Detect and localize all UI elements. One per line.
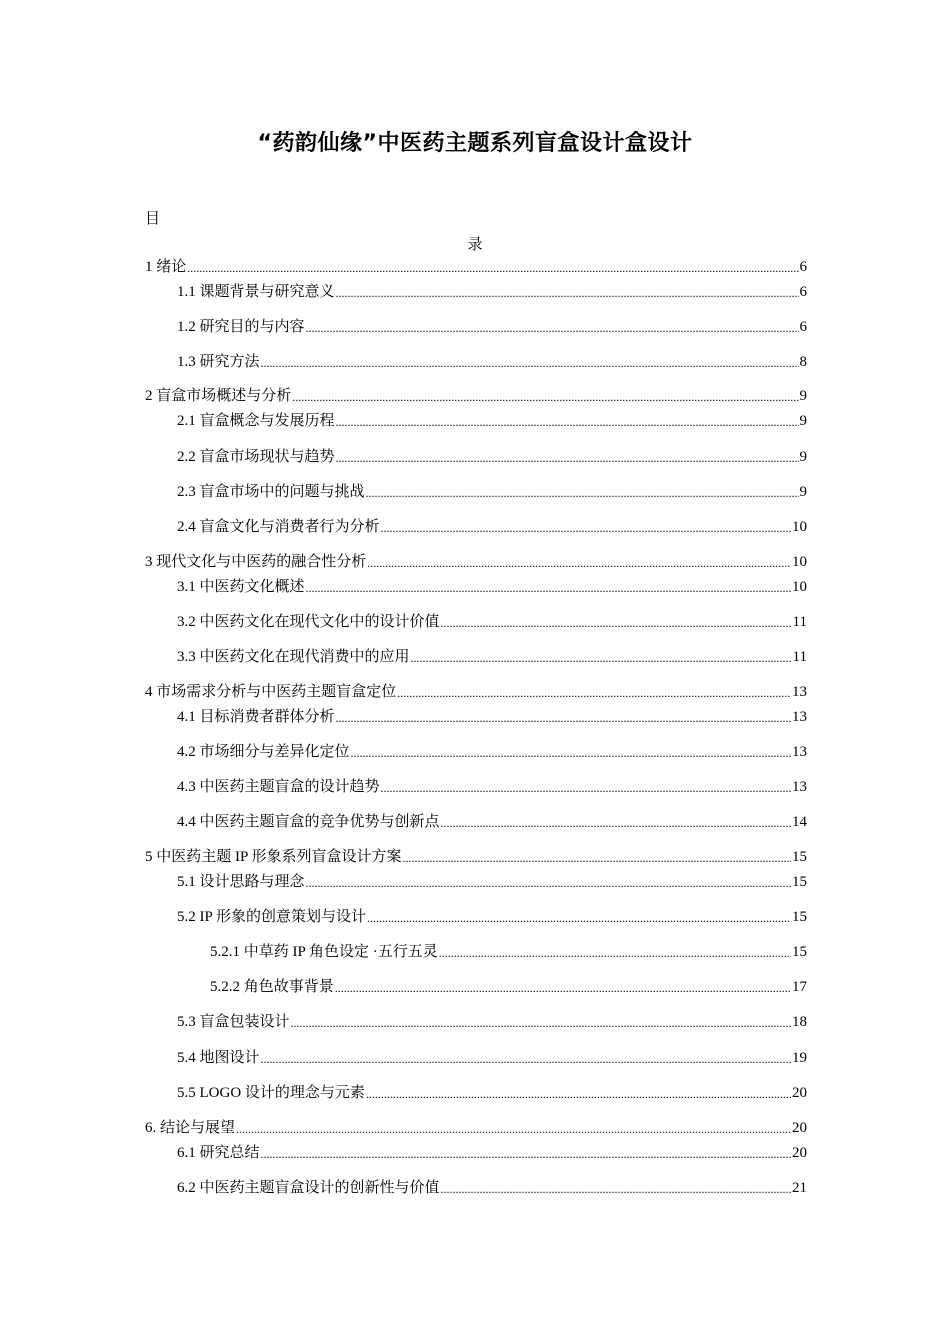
toc-entry-label: 5.4 地图设计 [177,1050,260,1066]
toc-entry-level-2[interactable] [177,447,807,467]
toc-entry-level-1[interactable] [145,386,807,406]
toc-entry-level-2[interactable] [177,707,807,727]
toc-entry-label: 3.2 中医药文化在现代文化中的设计价值 [177,614,440,630]
toc-entry-label: 4 市场需求分析与中医药主题盲盒定位 [145,684,397,700]
toc-entry-level-2[interactable] [177,352,807,372]
toc-entry-label: 5.2.2 角色故事背景 [210,979,334,995]
toc-entry-label: 1.3 研究方法 [177,354,260,370]
toc-entry-page: 20 [792,1120,807,1136]
toc-entry-page: 11 [792,649,807,665]
toc-entry-label: 5.2 IP 形象的创意策划与设计 [177,909,367,925]
toc-heading-char-2: 录 [467,237,483,253]
toc-entry-page: 18 [792,1014,807,1030]
toc-entry-level-1[interactable] [145,257,807,277]
toc-entry-label: 1 绪论 [145,259,187,275]
toc-entry-page: 9 [799,388,807,404]
toc-entry-page: 9 [799,449,807,465]
toc-entry-label: 5.1 设计思路与理念 [177,874,305,890]
toc-entry-page: 13 [792,709,807,725]
toc-entry-page: 10 [792,554,807,570]
toc-entry-level-2[interactable] [177,612,807,632]
toc-entry-label: 3 现代文化与中医药的融合性分析 [145,554,367,570]
toc-entry-page: 21 [792,1180,807,1196]
toc-entry-page: 6 [799,319,807,335]
toc-entry-level-2[interactable] [177,577,807,597]
toc-entry-label: 2.3 盲盒市场中的问题与挑战 [177,484,365,500]
toc-entry-label: 1.1 课题背景与研究意义 [177,284,335,300]
toc-entry-level-1[interactable] [145,1118,807,1138]
toc-entry-label: 4.2 市场细分与差异化定位 [177,744,350,760]
toc-entry-page: 20 [792,1145,807,1161]
toc-entry-page: 14 [792,814,807,830]
toc-entry-page: 17 [792,979,807,995]
toc-entry-label: 6.2 中医药主题盲盒设计的创新性与价值 [177,1180,440,1196]
toc-entry-level-2[interactable] [177,317,807,337]
toc-entry-page: 9 [799,484,807,500]
toc-entry-level-3[interactable] [210,977,807,997]
toc-entry-page: 6 [799,259,807,275]
toc-entry-page: 6 [799,284,807,300]
toc-entry-level-1[interactable] [145,847,807,867]
toc-entry-label: 2 盲盒市场概述与分析 [145,388,292,404]
toc-entry-page: 15 [792,944,807,960]
toc-heading-char-1: 目 [145,211,161,227]
toc-entry-page: 15 [792,909,807,925]
toc-entry-page: 9 [799,413,807,429]
toc-entry-level-1[interactable] [145,682,807,702]
toc-entry-label: 5 中医药主题 IP 形象系列盲盒设计方案 [145,849,402,865]
toc-entry-page: 19 [792,1050,807,1066]
toc-entry-level-2[interactable] [177,1012,807,1032]
toc-entry-level-2[interactable] [177,777,807,797]
toc-entry-label: 3.1 中医药文化概述 [177,579,305,595]
toc-entry-level-2[interactable] [177,812,807,832]
toc-entry-page: 10 [792,519,807,535]
toc-entry-label: 6. 结论与展望 [145,1120,236,1136]
toc-entry-level-2[interactable] [177,1083,807,1103]
toc-entry-level-2[interactable] [177,411,807,431]
toc-entry-level-2[interactable] [177,1143,807,1163]
toc-entry-page: 15 [792,849,807,865]
toc-entry-label: 1.2 研究目的与内容 [177,319,305,335]
toc-entry-level-2[interactable] [177,872,807,892]
toc-entry-label: 4.1 目标消费者群体分析 [177,709,335,725]
document-title: “药韵仙缘”中医药主题系列盲盒设计盒设计 [257,131,693,156]
toc-entry-page: 13 [792,684,807,700]
toc-entry-label: 2.4 盲盒文化与消费者行为分析 [177,519,380,535]
toc-entry-label: 2.2 盲盒市场现状与趋势 [177,449,335,465]
toc-entry-page: 13 [792,744,807,760]
toc-entry-page: 13 [792,779,807,795]
toc-entry-page: 20 [792,1085,807,1101]
toc-entry-level-3[interactable] [210,942,807,962]
toc-entry-level-2[interactable] [177,482,807,502]
toc-entry-label: 4.4 中医药主题盲盒的竞争优势与创新点 [177,814,440,830]
toc-entry-level-2[interactable] [177,282,807,302]
toc-entry-page: 15 [792,874,807,890]
toc-entry-level-2[interactable] [177,907,807,927]
toc-entry-label: 3.3 中医药文化在现代消费中的应用 [177,649,410,665]
toc-entry-level-2[interactable] [177,1048,807,1068]
toc-entry-label: 5.5 LOGO 设计的理念与元素 [177,1085,365,1101]
toc-entry-label: 4.3 中医药主题盲盒的设计趋势 [177,779,380,795]
toc-entry-page: 8 [799,354,807,370]
toc-entry-level-2[interactable] [177,647,807,667]
toc-entry-label: 6.1 研究总结 [177,1145,260,1161]
toc-entry-page: 11 [792,614,807,630]
toc-entry-level-1[interactable] [145,552,807,572]
toc-entry-level-2[interactable] [177,742,807,762]
toc-entry-page: 10 [792,579,807,595]
toc-entry-level-2[interactable] [177,517,807,537]
toc-entry-label: 2.1 盲盒概念与发展历程 [177,413,335,429]
toc-entry-level-2[interactable] [177,1178,807,1198]
toc-entry-label: 5.3 盲盒包装设计 [177,1014,290,1030]
toc-entry-label: 5.2.1 中草药 IP 角色设定 ·五行五灵 [210,944,438,960]
